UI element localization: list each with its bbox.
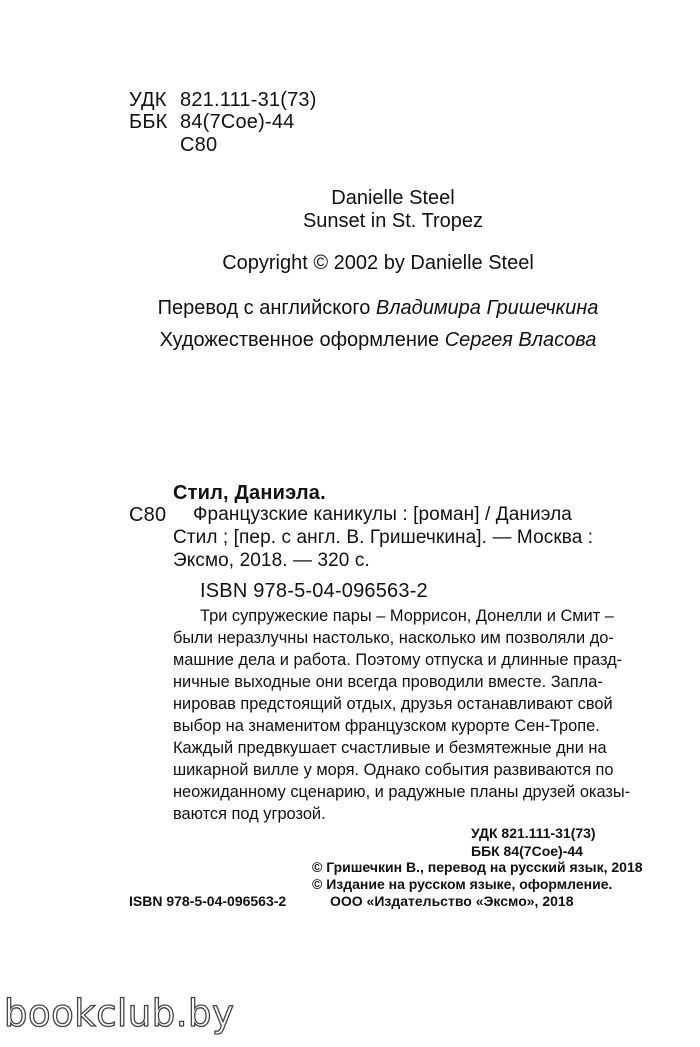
bottom-bbk: ББК 84(7Сое)-44 — [471, 843, 583, 859]
udk-label: УДК — [129, 89, 167, 111]
design-prefix: Художественное оформление — [159, 329, 440, 351]
bbk-value: 84(7Сое)-44 — [180, 111, 295, 133]
translation-prefix: Перевод с английского — [157, 297, 371, 319]
annotation-line: шикарной вилле у моря. Однако события развиваются по — [173, 761, 614, 779]
rights-line: © Издание на русском языке, оформление. — [312, 876, 613, 892]
catalog-isbn: ISBN 978-5-04-096563-2 — [200, 580, 428, 602]
footer-isbn: ISBN 978-5-04-096563-2 — [129, 893, 287, 909]
translator-name: Владимира Гришечкина — [375, 297, 599, 319]
annotation-line: Три супружеские пары – Моррисон, Донелли и Смит – — [200, 607, 614, 625]
catalog-description-line: Эксмо, 2018. — 320 с. — [173, 550, 370, 571]
author-mark: С80 — [180, 134, 218, 156]
catalog-description-line: Стил ; [пер. с англ. В. Гришечкина]. — Москва : — [173, 527, 594, 548]
annotation-line: неожиданному сценарию, и радужные планы друзей оказы- — [173, 783, 631, 801]
original-author: Danielle Steel — [331, 187, 455, 209]
translation-credit — [28, 296, 700, 320]
rights-line: ООО «Издательство «Эксмо», 2018 — [330, 893, 574, 909]
annotation-line: Каждый предвкушает счастливые и безмятежные дни на — [173, 739, 607, 757]
annotation-line: машние дела и работа. Поэтому отпуска и длинные празд- — [173, 651, 623, 669]
bbk-label: ББК — [129, 111, 168, 133]
catalog-mark: С80 — [129, 504, 167, 526]
annotation-line: нировав предстоящий отдых, друзья останавливают свой — [173, 695, 613, 713]
original-title: Sunset in St. Tropez — [302, 210, 484, 232]
annotation-line: выбор на знаменитом французском курорте Сен-Тропе. — [173, 717, 600, 735]
catalog-heading: Стил, Даниэла. — [173, 482, 326, 504]
annotation-line: ваются под угрозой. — [173, 805, 326, 823]
design-credit — [28, 328, 700, 352]
watermark-logo: bookclub.by — [4, 992, 235, 1035]
bottom-udk: УДК 821.111-31(73) — [471, 825, 596, 841]
udk-value: 821.111-31(73) — [180, 89, 317, 111]
copyright-line: Copyright © 2002 by Danielle Steel — [222, 252, 534, 274]
annotation-line: были неразлучны настолько, насколько им позволяли до- — [173, 629, 614, 647]
designer-name: Сергея Власова — [444, 329, 597, 351]
rights-line: © Гришечкин В., перевод на русский язык, 2018 — [312, 859, 643, 875]
catalog-description-line: Французские каникулы : [роман] / Даниэла — [193, 504, 572, 525]
annotation-line: ничные выходные они всегда проводили вместе. Запла- — [173, 673, 603, 691]
